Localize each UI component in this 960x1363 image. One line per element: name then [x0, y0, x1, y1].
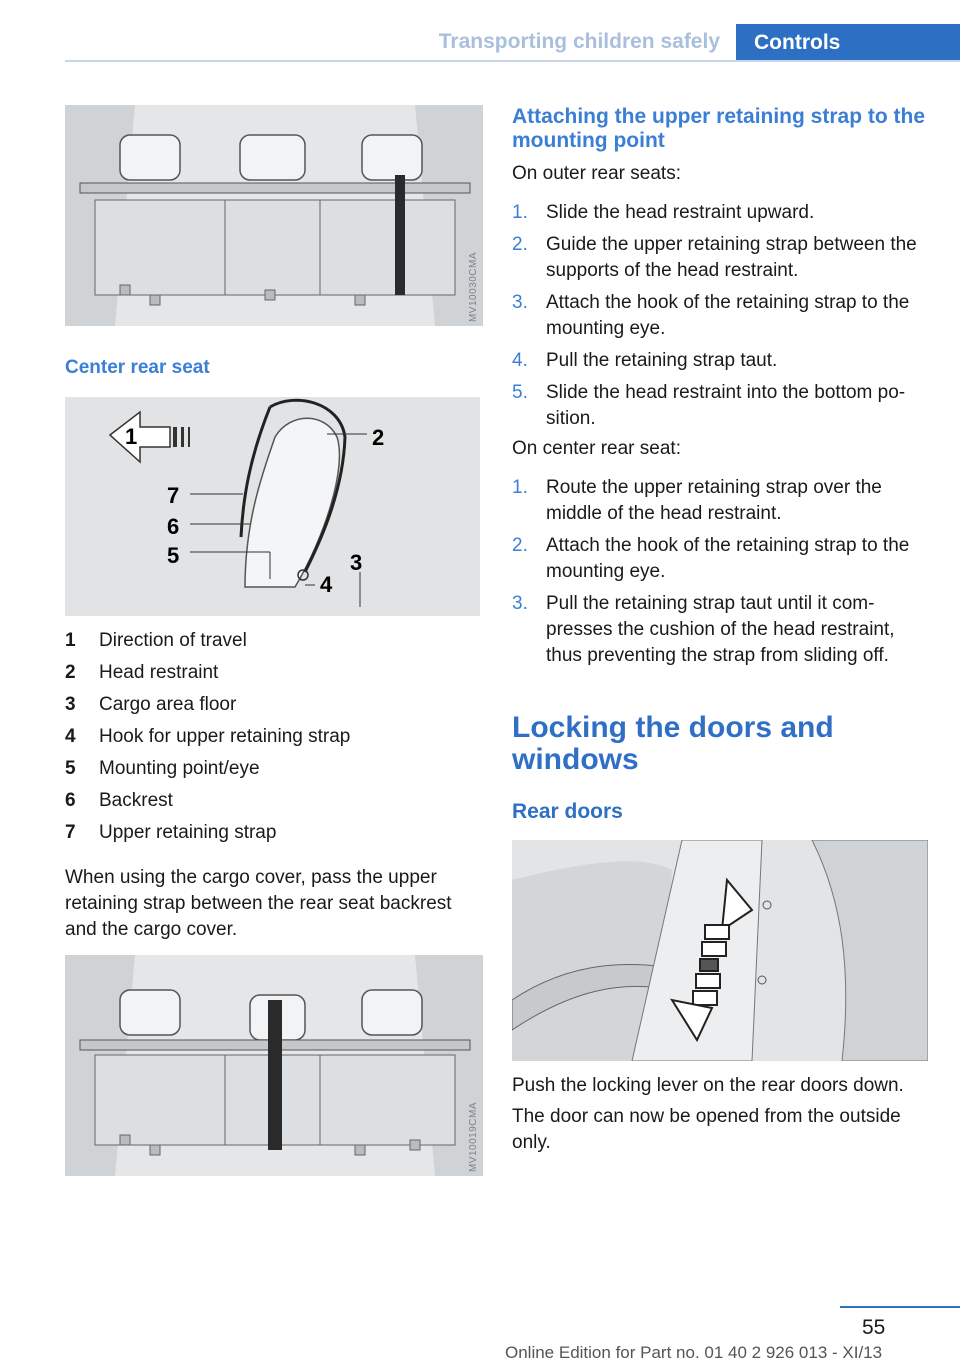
- section-subheading: Attaching the upper retaining strap to the mounting point: [512, 105, 926, 152]
- step-text: Pull the retaining strap taut.: [546, 350, 778, 371]
- header-tab: [736, 24, 960, 62]
- diagram-label-2: 2: [372, 425, 385, 450]
- diagram-label-5: 5: [167, 543, 180, 568]
- legend-item: [65, 820, 485, 852]
- legend-number: 2: [65, 662, 76, 683]
- step-text: Slide the head restraint upward.: [546, 202, 815, 223]
- footer-edition: Online Edition for Part no. 01 40 2 926 013 - XI/13: [505, 1343, 883, 1362]
- photo-code: MV10019CMA: [468, 1101, 479, 1172]
- step-text: Guide the upper retaining strap between the supports of the head restraint.: [546, 234, 917, 281]
- heading-locking-doors: Locking the doors and windows: [512, 711, 834, 776]
- heading-rear-doors: Rear doors: [512, 800, 623, 823]
- header-section-title: Transporting children safely: [438, 30, 720, 53]
- step-text: Pull the retaining strap taut until it compresses the cushion of the head restraint, thus preventing the strap from sliding off.: [546, 593, 895, 666]
- step-text: Attach the hook of the retaining strap to the mounting eye.: [546, 292, 910, 339]
- step-number: 3.: [512, 593, 528, 614]
- legend-text: Hook for upper retaining strap: [99, 726, 351, 747]
- diagram-label-1: 1: [125, 424, 138, 449]
- step-number: 1.: [512, 477, 528, 498]
- step-item: [512, 290, 932, 342]
- legend-text: Cargo area floor: [99, 694, 237, 715]
- legend-text: Direction of travel: [99, 630, 247, 651]
- step-item: [512, 475, 932, 527]
- diagram-label-6: 6: [167, 514, 180, 539]
- legend-number: 4: [65, 726, 76, 747]
- step-item: [512, 232, 932, 284]
- step-item: [512, 380, 932, 432]
- header-tab-label: Controls: [754, 31, 841, 54]
- diagram-label-3: 3: [350, 550, 363, 575]
- legend-number: 7: [65, 822, 76, 843]
- step-number: 2.: [512, 234, 528, 255]
- step-number: 1.: [512, 202, 528, 223]
- step-item: [512, 533, 932, 585]
- legend-item: [65, 724, 485, 756]
- legend-number: 5: [65, 758, 76, 779]
- outer-seat-steps: [512, 200, 932, 438]
- center-seat-steps: [512, 475, 932, 675]
- step-item: [512, 591, 932, 669]
- legend-item: [65, 788, 485, 820]
- legend-text: Upper retaining strap: [99, 822, 277, 843]
- step-text: Attach the hook of the retaining strap to the mounting eye.: [546, 535, 910, 582]
- step-text: Route the upper retaining strap over the middle of the head restraint.: [546, 477, 882, 524]
- step-number: 5.: [512, 382, 528, 403]
- step-item: [512, 200, 932, 226]
- legend-item: [65, 660, 485, 692]
- header-rule: [65, 60, 960, 62]
- legend-text: Head restraint: [99, 662, 219, 683]
- step-text: Slide the head restraint into the bottom position.: [546, 382, 906, 429]
- legend-text: Mounting point/eye: [99, 758, 260, 779]
- step-number: 2.: [512, 535, 528, 556]
- legend-number: 3: [65, 694, 76, 715]
- cargo-cover-note: When using the cargo cover, pass the upper retaining strap between the rear seat backrest and the cargo cover.: [65, 867, 452, 940]
- page-number: 55: [862, 1316, 886, 1339]
- step-number: 3.: [512, 292, 528, 313]
- legend-item: [65, 756, 485, 788]
- diagram-label-4: 4: [320, 572, 333, 597]
- photo-code: MV10030CMA: [468, 251, 479, 322]
- door-instruction: Push the locking lever on the rear doors down.: [512, 1075, 904, 1096]
- caption-center-rear-seat: Center rear seat: [65, 357, 210, 378]
- outer-seats-intro: On outer rear seats:: [512, 163, 681, 184]
- legend-number: 6: [65, 790, 76, 811]
- legend-item: [65, 692, 485, 724]
- footer-rule: [840, 1306, 960, 1308]
- head-restraint-diagram: [65, 397, 480, 616]
- door-result: The door can now be opened from the outside only.: [512, 1106, 901, 1153]
- legend-number: 1: [65, 630, 76, 651]
- diagram-legend: [65, 628, 485, 852]
- rear-door-lock-photo: [512, 840, 928, 1061]
- step-item: [512, 348, 932, 374]
- diagram-label-7: 7: [167, 483, 180, 508]
- step-number: 4.: [512, 350, 528, 371]
- legend-item: [65, 628, 485, 660]
- center-seat-intro: On center rear seat:: [512, 438, 681, 459]
- cargo-photo-outer-strap: [65, 105, 483, 326]
- legend-text: Backrest: [99, 790, 173, 811]
- cargo-photo-center-strap: [65, 955, 483, 1176]
